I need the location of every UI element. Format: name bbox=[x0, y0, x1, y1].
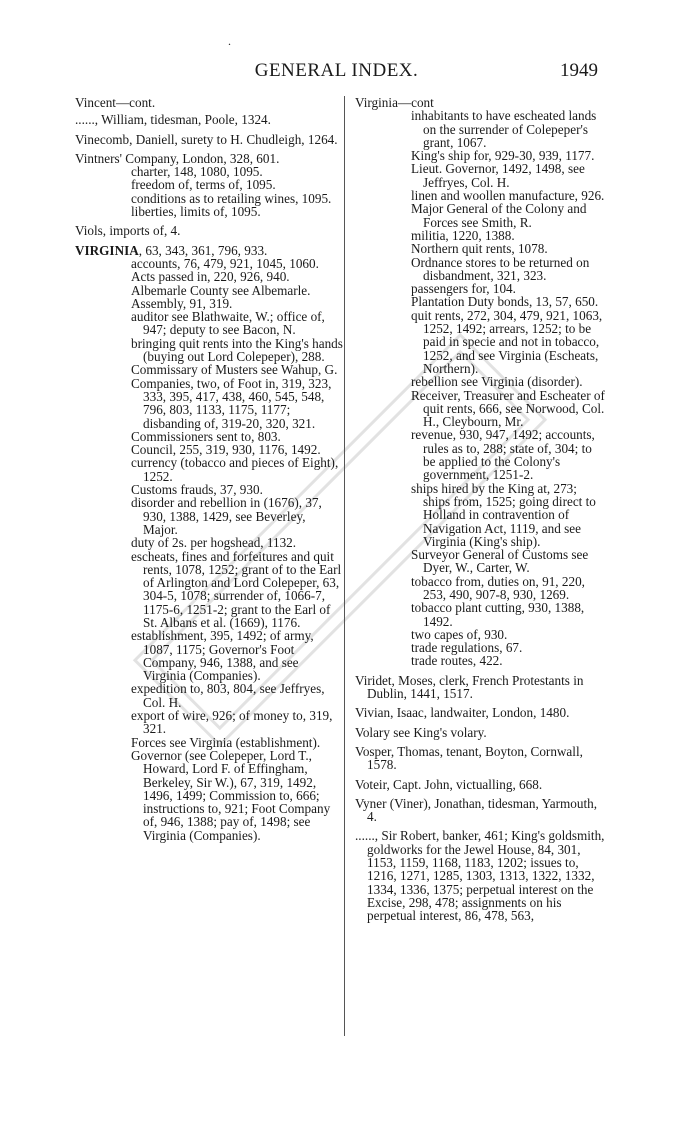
sub-entry: tobacco from, duties on, 91, 220, 253, 490, 907-8, 930, 1269. bbox=[411, 573, 585, 602]
sub-entry: currency (tobacco and pieces of Eight), 1252. bbox=[131, 455, 339, 484]
sub-entry: King's ship for, 929-30, 939, 1177. bbox=[411, 148, 595, 164]
index-entry-vosper: Vosper, Thomas, tenant, Boyton, Cornwall, 1578. bbox=[355, 743, 583, 773]
sub-entry: disorder and rebellion in (1676), 37, 930, 1388, 1429, see Beverley, Major. bbox=[131, 495, 322, 537]
sub-entry: auditor see Blathwaite, W.; office of, 947; deputy to see Bacon, N. bbox=[131, 309, 325, 338]
sub-entry: freedom of, terms of, 1095. bbox=[131, 177, 276, 193]
index-entry-vivian: Vivian, Isaac, landwaiter, London, 1480. bbox=[355, 705, 570, 721]
index-entry-volary: Volary see King's volary. bbox=[355, 724, 487, 740]
sub-entry: Northern quit rents, 1078. bbox=[411, 241, 548, 257]
index-entry-vinecomb: Vinecomb, Daniell, surety to H. Chudleigh, 1264. bbox=[75, 131, 338, 147]
index-entry-virginia-cont: Virginia—cont bbox=[355, 95, 434, 110]
sub-entry: Lieut. Governor, 1492, 1498, see Jeffryes, Col. H. bbox=[411, 161, 585, 190]
sub-entry: Receiver, Treasurer and Escheater of quit rents, 666, see Norwood, Col. H., Cleybourn, Mr. bbox=[411, 387, 605, 430]
sub-entry: conditions as to retailing wines, 1095. bbox=[131, 190, 332, 206]
index-entry-viols: Viols, imports of, 4. bbox=[75, 223, 181, 239]
sub-entry: charter, 148, 1080, 1095. bbox=[131, 164, 263, 180]
sub-entry: Customs frauds, 37, 930. bbox=[131, 482, 263, 498]
sub-entry: Plantation Duty bonds, 13, 57, 650. bbox=[411, 294, 599, 310]
sub-entry: quit rents, 272, 304, 479, 921, 1063, 1252, 1492; arrears, 1252; to be paid in specie and not in tobacco, 1252, and see Virginia (Escheats, Northern). bbox=[411, 307, 603, 376]
sub-entry: trade regulations, 67. bbox=[411, 640, 523, 656]
sub-entry: Acts passed in, 220, 926, 940. bbox=[131, 269, 290, 285]
left-column bbox=[75, 96, 343, 842]
sub-entry: duty of 2s. per hogshead, 1132. bbox=[131, 535, 297, 551]
sub-entry: trade routes, 422. bbox=[411, 653, 503, 669]
sub-entry: linen and woollen manufacture, 926. bbox=[411, 188, 605, 204]
sub-entry: Governor (see Colepeper, Lord T., Howard, Lord F. of Effingham, Berkeley, Sir W.), 67, 319, 1492, 1496, 1499; Commission to, 666; instructions to, 921; Foot Company of, 946, 1388; pay of, 1498; see Virginia (Companies). bbox=[131, 747, 331, 843]
index-entry-virginia: VIRGINIA, 63, 343, 361, 796, 933. bbox=[75, 242, 268, 258]
sub-entry: export of wire, 926; of money to, 319, 321. bbox=[131, 708, 333, 737]
sub-entry: Forces see Virginia (establishment). bbox=[131, 734, 321, 750]
sub-entry: Assembly, 91, 319. bbox=[131, 295, 233, 311]
page-title: GENERAL INDEX. bbox=[254, 60, 419, 81]
index-entry-vyner: Vyner (Viner), Jonathan, tidesman, Yarmouth, 4. bbox=[355, 795, 598, 825]
index-entry-viridet: Viridet, Moses, clerk, French Protestants in Dublin, 1441, 1517. bbox=[355, 672, 584, 702]
sub-entry: bringing quit rents into the King's hands (buying out Lord Colepeper), 288. bbox=[131, 335, 343, 365]
index-entry-vintners: Vintners' Company, London, 328, 601. bbox=[75, 150, 280, 166]
sub-entry: ships hired by the King at, 273; ships from, 1525; going direct to Holland in contravention of Navigation Act, 1119, and see Virginia (King's ship). bbox=[411, 480, 596, 549]
sub-entry: Commissary of Musters see Wahup, G. bbox=[131, 362, 338, 378]
sub-entry: escheats, fines and forfeitures and quit rents, 1078, 1252; grant of to the Earl of Arlington and Lord Colepeper, 63, 304-5, 1078; surrender of, 1066-7, 1175-6, 1251-2; grant to the Earl of St. Albans et al. (1669), 1176. bbox=[131, 548, 342, 630]
sub-entry: revenue, 930, 947, 1492; accounts, rules as to, 288; state of, 304; to be applied to the Colony's government, 1251-2. bbox=[411, 427, 595, 483]
index-entry-voteir: Voteir, Capt. John, victualling, 668. bbox=[355, 776, 543, 792]
index-entry-vyner-robert: ......, Sir Robert, banker, 461; King's goldsmith, goldworks for the Jewel House, 84, 301, 1153, 1159, 1168, 1183, 1202; issues to, 1216, 1271, 1285, 1303, 1313, 1322, 1332, 1334, 1336, 1375; perpetual interest on the Excise, 298, 478; assignments on his perpetual interest, 86, 478, 563, bbox=[355, 828, 605, 924]
sub-entry: passengers for, 104. bbox=[411, 281, 516, 297]
sub-entry: Companies, two, of Foot in, 319, 323, 333, 395, 417, 438, 460, 545, 548, 796, 803, 1133, 1175, 1177; disbanding of, 319-20, 320, 321. bbox=[131, 375, 332, 431]
sub-entry: rebellion see Virginia (disorder). bbox=[411, 374, 583, 390]
entry-heading: Vincent—cont. bbox=[75, 95, 156, 110]
sub-entry: Council, 255, 319, 930, 1176, 1492. bbox=[131, 442, 321, 458]
page-header bbox=[0, 60, 673, 84]
sub-entry: militia, 1220, 1388. bbox=[411, 227, 515, 243]
stray-mark: . bbox=[228, 34, 231, 48]
sub-entry: Surveyor General of Customs see Dyer, W., Carter, W. bbox=[411, 547, 589, 576]
sub-entry: accounts, 76, 479, 921, 1045, 1060. bbox=[131, 255, 319, 271]
sub-entry: Ordnance stores to be returned on disbandment, 321, 323. bbox=[411, 254, 590, 283]
index-entry-vincent-william: ......, William, tidesman, Poole, 1324. bbox=[75, 112, 271, 128]
sub-entry: inhabitants to have escheated lands on the surrender of Colepeper's grant, 1067. bbox=[411, 108, 597, 150]
page-number: 1949 bbox=[560, 60, 598, 81]
sub-entry: Major General of the Colony and Forces see Smith, R. bbox=[411, 201, 587, 230]
sub-entry: tobacco plant cutting, 930, 1388, 1492. bbox=[411, 600, 585, 629]
entry-heading-bold: VIRGINIA bbox=[75, 242, 139, 258]
sub-entry: establishment, 395, 1492; of army, 1087, 1175; Governor's Foot Company, 946, 1388, and see Virginia (Companies). bbox=[131, 628, 314, 684]
sub-entry: two capes of, 930. bbox=[411, 626, 508, 642]
sub-entry: expedition to, 803, 804, see Jeffryes, Col. H. bbox=[131, 681, 325, 710]
right-column bbox=[355, 96, 605, 927]
sub-entry: Albemarle County see Albemarle. bbox=[131, 282, 311, 298]
index-entry-vincent bbox=[75, 96, 343, 109]
sub-entry: Commissioners sent to, 803. bbox=[131, 428, 281, 444]
column-divider bbox=[344, 96, 345, 1036]
sub-entry: liberties, limits of, 1095. bbox=[131, 204, 261, 220]
